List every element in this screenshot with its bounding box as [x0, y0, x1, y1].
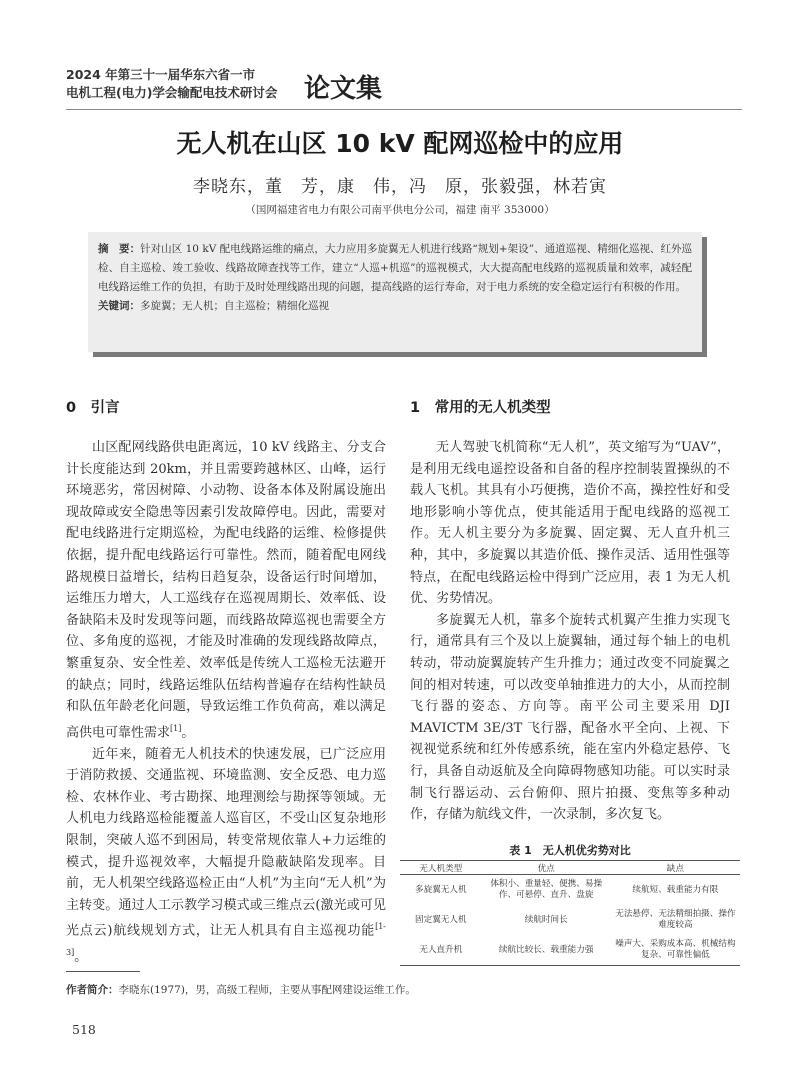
conference-name-line2: 电机工程(电力)学会输配电技术研讨会 — [66, 85, 278, 100]
table-cell: 续航比较长、载重能力强 — [482, 935, 611, 966]
abstract-label: 摘 要： — [98, 243, 141, 255]
keywords — [98, 297, 692, 316]
footnote-text: 李晓东(1977)，男，高级工程师，主要从事配网建设运维工作。 — [118, 984, 416, 996]
table-row — [400, 905, 740, 935]
intro-p1-text: 山区配网线路供电距离远，10 kV 线路主、分支合计长度能达到 20km，并且需要跨越林区、山峰，运行环境恶劣，常因树障、小动物、设备本体及附属设施出现故障或安全隐患等因素引发故障停电。因此，需要对配电线路进行定期巡检，为配电线路的运维、检修提供依据，提升配电线路运行可靠性。然而，随着配电网线路规模日益增长，结构日趋复杂，设备运行时间增加，运维压力增大，人工巡线存在巡视周期长、效率低、设备缺陷未及时发现等问题，而线路故障巡视也需要全方位、多角度的巡视，才能及时准确的发现线路故障点，繁重复杂、安全性差、效率低是传统人工巡检无法避开的缺点；同时，线路运维队伍结构普遍存在结构性缺员和队伍年龄老化问题，导致运维工作负荷高，难以满足高供电可靠性需求 — [66, 440, 386, 741]
footnote-divider — [66, 971, 140, 972]
table-cell: 固定翼无人机 — [415, 914, 467, 925]
paper-affiliation: （国网福建省电力有限公司南平供电分公司，福建 南平 353000） — [245, 204, 555, 216]
collection-title: 论文集 — [304, 74, 383, 104]
uav-paragraph-2: 多旋翼无人机，靠多个旋转式机翼产生推力实现飞行，通常具有三个及以上旋翼轴，通过每个轴上的电机转动，带动旋翼旋转产生升推力；通过改变不同旋翼之间的相对转速，可以改变单轴推进力的大小，从而控制飞行器的姿态、方向等。南平公司主要采用 DJI MAVICTM 3E/3T 飞行器，配备水平全向、上视、下视视觉系统和红外传感系统，能在室内外稳定悬停、飞行，具备自动返航及全向障碍物感知功能。可以实时录制飞行器运动、云台俯仰、照片拍摄、变焦等多种动作，存储为航线文件，一次录制，多次复飞。 — [410, 612, 730, 823]
table-header-cell: 缺点 — [611, 861, 740, 875]
intro-p2-text: 近年来，随着无人机技术的快速发展，已广泛应用于消防救援、交通监视、环境监测、安全反恐、电力巡检、农林作业、考古勘探、地理测绘与勘探等领域。无人机电力线路巡检能覆盖人巡盲区，不受山区复杂地形限制，突破人巡不到困局，转变常规依靠人+力运维的模式，提升巡视效率，大幅提升隐蔽缺陷发现率。目前，无人机架空线路巡检正由“人机”为主向“无人机”为主转变。通过人工示教学习模式或三维点云(激光或可见光点云)航线规划方式，让无人机具有自主巡视功能 — [66, 746, 386, 939]
section-heading-introduction: 0 引言 — [66, 400, 120, 416]
author-footnote — [66, 982, 416, 997]
table-row — [400, 935, 740, 966]
paper-authors: 李晓东，董 芳，康 伟，冯 原，张毅强，林若寅 — [193, 177, 607, 197]
left-column — [66, 396, 386, 968]
table-cell: 续航时间长 — [524, 914, 568, 925]
table-caption: 表 1 无人机优劣势对比 — [509, 844, 631, 857]
conference-name-line1: 2024 年第三十一届华东六省一市 — [66, 67, 256, 82]
table-cell: 体积小、重量轻、便携、易操作、可悬停、直升、盘旋 — [490, 879, 603, 900]
keywords-label: 关键词： — [98, 300, 140, 312]
abstract-box — [88, 232, 702, 352]
intro-paragraph-1 — [66, 437, 386, 744]
table-cell: 续航短、载重能力有限 — [632, 884, 719, 895]
intro-paragraph-2 — [66, 744, 386, 969]
keywords-text: 多旋翼；无人机；自主巡检；精细化巡视 — [140, 300, 329, 312]
table-cell: 多旋翼无人机 — [415, 884, 467, 895]
table-header-cell: 无人机类型 — [400, 861, 482, 875]
header-divider — [66, 109, 742, 110]
table-header-row — [400, 861, 740, 875]
uav-paragraph-1: 无人驾驶飞机简称“无人机”，英文缩写为“UAV”，是利用无线电遥控设备和自备的程序控制装置操纵的不载人飞机。其具有小巧便携，造价不高，操控性好和受地形影响小等优点，使其能适用于配电线路的巡视工作。无人机主要分为多旋翼、固定翼、无人直升机三种，其中，多旋翼以其造价低、操作灵活、适用性强等特点，在配电线路运检中得到广泛应用，表 1 为无人机优、劣势情况。 — [410, 440, 730, 607]
footnote-label: 作者简介： — [66, 984, 119, 996]
page-number: 518 — [72, 1022, 96, 1037]
table-header-cell: 优点 — [482, 861, 611, 875]
section-heading-uav-types: 1 常用的无人机类型 — [410, 400, 551, 416]
table-row — [400, 875, 740, 906]
intro-p2-end: 。 — [74, 949, 88, 965]
table-cell: 噪声大、采购成本高、机械结构复杂、可靠性偏低 — [611, 935, 740, 966]
conference-header — [66, 66, 383, 104]
abstract — [98, 240, 692, 297]
abstract-text: 针对山区 10 kV 配电线路运维的痛点，大力应用多旋翼无人机进行线路“规划+架设”、通道巡视、精细化巡视、红外巡检、自主巡检、竣工验收、线路故障查找等工作，建立“人巡+机巡”的巡视模式，大大提高配电线路的巡视质量和效率，减轻配电线路运维工作的负担，有助于及时处理线路出现的问题，提高线路的运行寿命，对于电力系统的安全稳定运行有积极的作用。 — [98, 243, 692, 293]
paper-title: 无人机在山区 10 kV 配网巡检中的应用 — [176, 129, 624, 158]
uav-comparison-table — [400, 860, 740, 966]
table-cell: 无法悬停、无法精细拍摄、操作难度较高 — [615, 909, 736, 930]
intro-p1-end: 。 — [181, 725, 195, 741]
right-column — [410, 396, 730, 826]
citation-ref: [1] — [170, 723, 182, 733]
citation-ref: [1-3] — [66, 922, 386, 958]
table-cell: 无人直升机 — [400, 935, 482, 966]
